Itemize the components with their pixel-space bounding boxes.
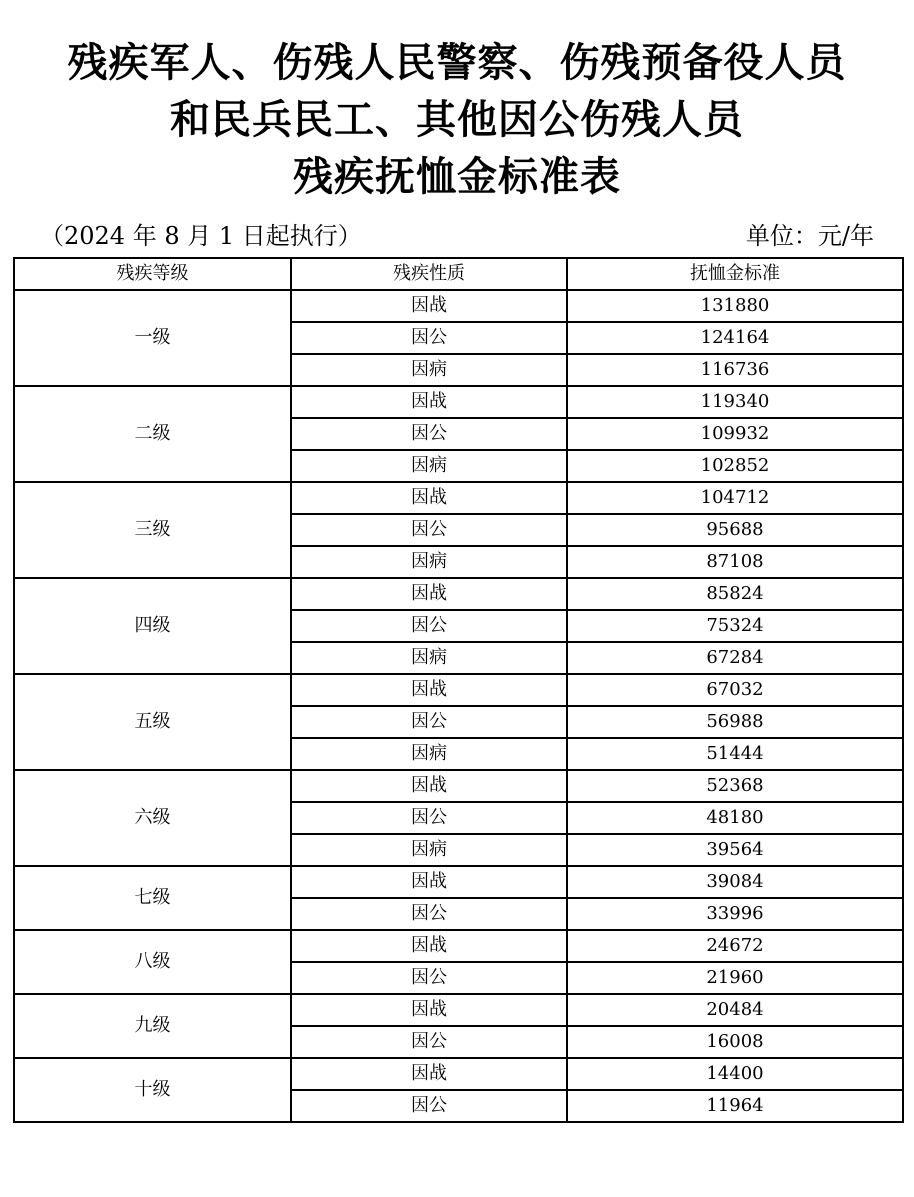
table-row xyxy=(14,866,903,898)
level-cell: 六级 xyxy=(14,770,291,866)
meta-row xyxy=(40,219,874,253)
amount-cell: 75324 xyxy=(567,610,903,642)
nature-cell: 因战 xyxy=(291,482,567,514)
amount-cell: 51444 xyxy=(567,738,903,770)
nature-cell: 因病 xyxy=(291,738,567,770)
unit-note: 单位：元/年 xyxy=(745,222,874,250)
amount-cell: 85824 xyxy=(567,578,903,610)
nature-cell: 因战 xyxy=(291,1058,567,1090)
nature-cell: 因战 xyxy=(291,994,567,1026)
title-line-1: 残疾军人、伤残人民警察、伤残预备役人员 xyxy=(67,39,847,86)
amount-cell: 20484 xyxy=(567,994,903,1026)
nature-cell: 因病 xyxy=(291,546,567,578)
amount-cell: 104712 xyxy=(567,482,903,514)
amount-cell: 102852 xyxy=(567,450,903,482)
nature-cell: 因公 xyxy=(291,514,567,546)
header-amount: 抚恤金标准 xyxy=(567,258,903,290)
level-cell: 五级 xyxy=(14,674,291,770)
table-row xyxy=(14,770,903,802)
nature-cell: 因公 xyxy=(291,418,567,450)
nature-cell: 因战 xyxy=(291,290,567,322)
title-line-3: 残疾抚恤金标准表 xyxy=(293,153,621,200)
nature-cell: 因公 xyxy=(291,706,567,738)
nature-cell: 因战 xyxy=(291,866,567,898)
table-row xyxy=(14,930,903,962)
table-header-row xyxy=(14,258,903,290)
level-cell: 二级 xyxy=(14,386,291,482)
amount-cell: 52368 xyxy=(567,770,903,802)
header-level: 残疾等级 xyxy=(14,258,291,290)
table-row xyxy=(14,674,903,706)
nature-cell: 因公 xyxy=(291,1026,567,1058)
nature-cell: 因公 xyxy=(291,1090,567,1122)
table-row xyxy=(14,1058,903,1090)
table-body xyxy=(14,290,903,1122)
nature-cell: 因病 xyxy=(291,642,567,674)
amount-cell: 67284 xyxy=(567,642,903,674)
amount-cell: 95688 xyxy=(567,514,903,546)
amount-cell: 33996 xyxy=(567,898,903,930)
amount-cell: 21960 xyxy=(567,962,903,994)
table-row xyxy=(14,482,903,514)
level-cell: 十级 xyxy=(14,1058,291,1122)
amount-cell: 48180 xyxy=(567,802,903,834)
nature-cell: 因公 xyxy=(291,962,567,994)
level-cell: 四级 xyxy=(14,578,291,674)
nature-cell: 因公 xyxy=(291,610,567,642)
nature-cell: 因战 xyxy=(291,930,567,962)
level-cell: 三级 xyxy=(14,482,291,578)
amount-cell: 116736 xyxy=(567,354,903,386)
effective-date-note: （2024 年 8 月 1 日起执行） xyxy=(40,222,362,250)
level-cell: 一级 xyxy=(14,290,291,386)
amount-cell: 24672 xyxy=(567,930,903,962)
amount-cell: 14400 xyxy=(567,1058,903,1090)
nature-cell: 因公 xyxy=(291,898,567,930)
amount-cell: 16008 xyxy=(567,1026,903,1058)
header-nature: 残疾性质 xyxy=(291,258,567,290)
nature-cell: 因战 xyxy=(291,578,567,610)
level-cell: 八级 xyxy=(14,930,291,994)
nature-cell: 因战 xyxy=(291,674,567,706)
amount-cell: 56988 xyxy=(567,706,903,738)
nature-cell: 因病 xyxy=(291,354,567,386)
nature-cell: 因战 xyxy=(291,770,567,802)
table-row xyxy=(14,290,903,322)
table-row xyxy=(14,386,903,418)
amount-cell: 87108 xyxy=(567,546,903,578)
amount-cell: 39084 xyxy=(567,866,903,898)
table-row xyxy=(14,578,903,610)
amount-cell: 131880 xyxy=(567,290,903,322)
amount-cell: 124164 xyxy=(567,322,903,354)
nature-cell: 因战 xyxy=(291,386,567,418)
title-line-2: 和民兵民工、其他因公伤残人员 xyxy=(170,96,744,143)
table-row xyxy=(14,994,903,1026)
nature-cell: 因病 xyxy=(291,450,567,482)
nature-cell: 因公 xyxy=(291,802,567,834)
document-title xyxy=(0,34,914,205)
nature-cell: 因病 xyxy=(291,834,567,866)
level-cell: 七级 xyxy=(14,866,291,930)
amount-cell: 11964 xyxy=(567,1090,903,1122)
amount-cell: 109932 xyxy=(567,418,903,450)
pension-standard-table xyxy=(13,257,904,1123)
nature-cell: 因公 xyxy=(291,322,567,354)
level-cell: 九级 xyxy=(14,994,291,1058)
amount-cell: 119340 xyxy=(567,386,903,418)
amount-cell: 67032 xyxy=(567,674,903,706)
amount-cell: 39564 xyxy=(567,834,903,866)
